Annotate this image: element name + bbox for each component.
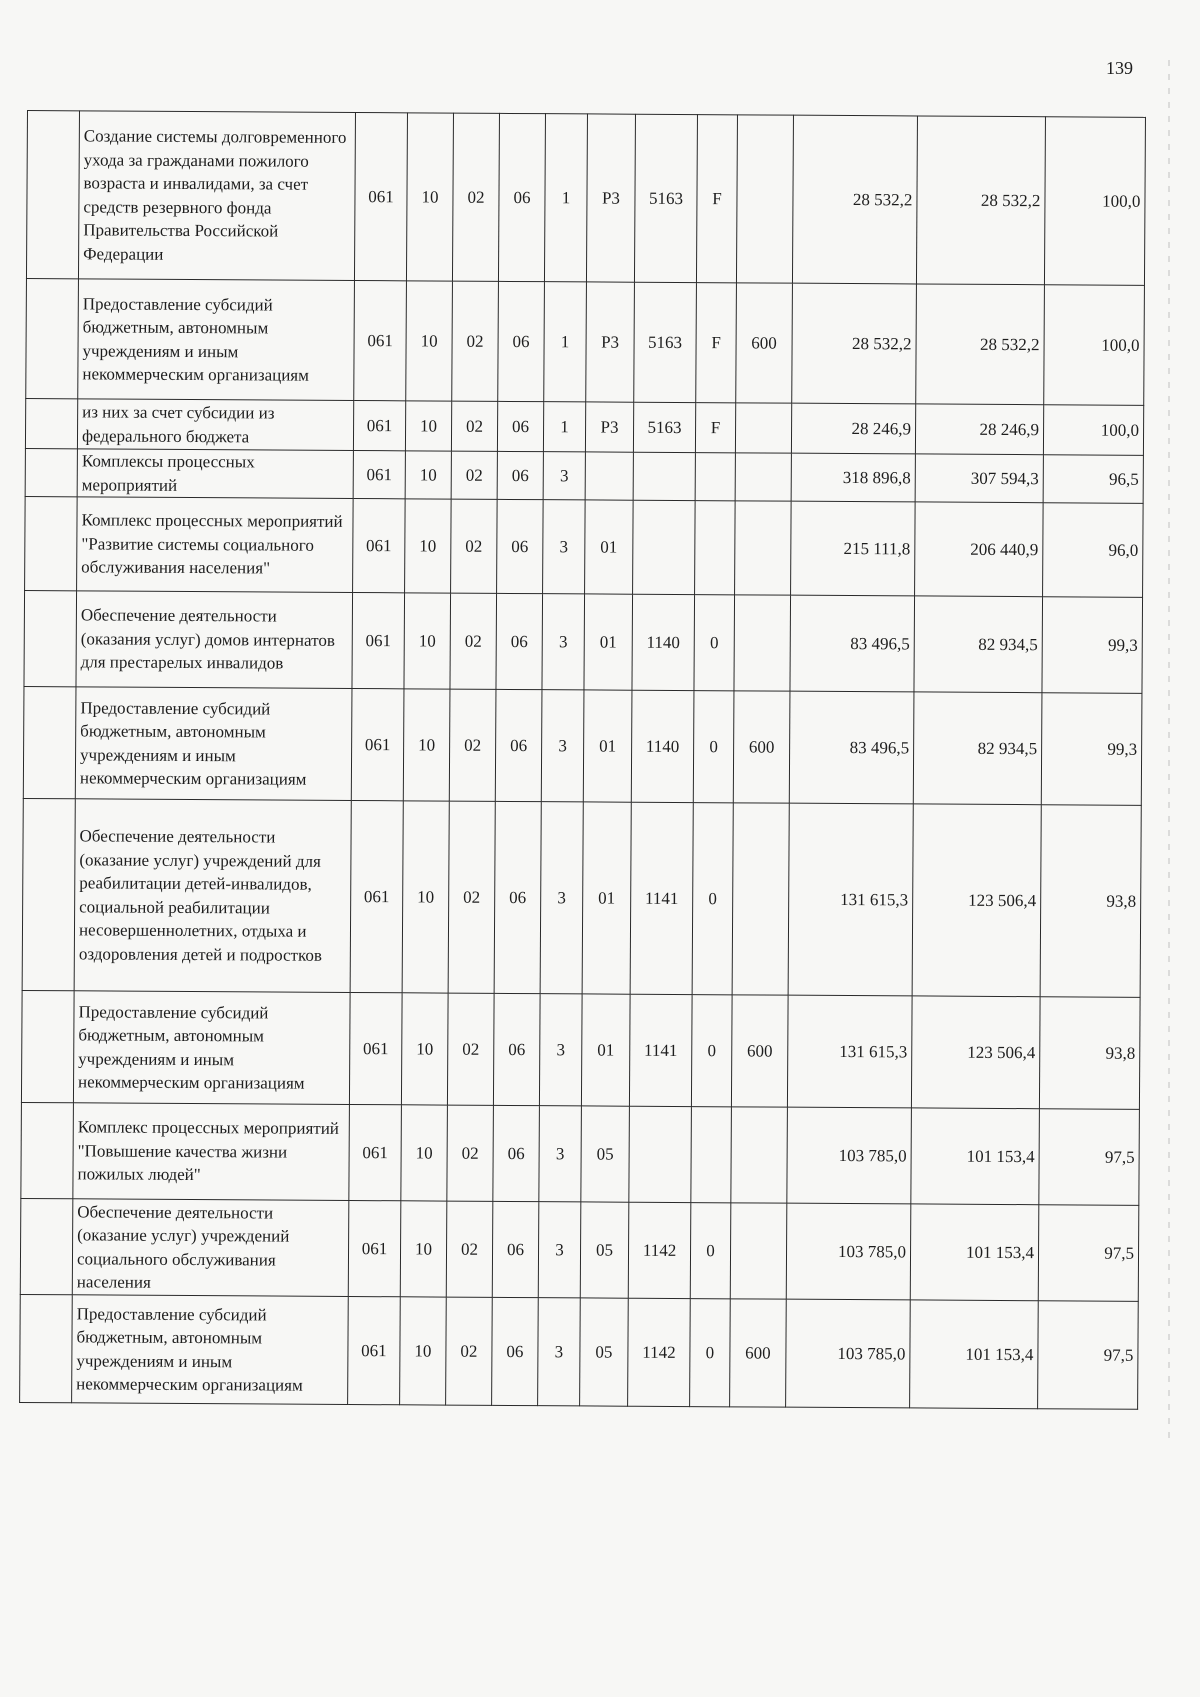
admin-code: 061: [352, 592, 405, 688]
target-code: 0: [692, 803, 733, 995]
plan-amount: 318 896,8: [791, 453, 915, 502]
executed-amount: 101 153,4: [910, 1300, 1039, 1409]
program-code: 06: [493, 1105, 540, 1201]
row-number-cell: [20, 1294, 73, 1402]
plan-amount: 131 615,3: [788, 803, 913, 996]
subprogram-code: 3: [541, 690, 584, 802]
table-row: [20, 1198, 1139, 1301]
plan-amount: 103 785,0: [786, 1299, 911, 1408]
executed-amount: 28 532,2: [916, 116, 1045, 285]
table-row: [25, 448, 1143, 503]
event-code: P3: [586, 114, 635, 282]
table-row: [20, 1294, 1139, 1409]
subsection-code: 02: [448, 801, 495, 993]
subprogram-code: 1: [543, 402, 585, 452]
plan-amount: 28 532,2: [792, 283, 917, 404]
event-code: P3: [585, 402, 633, 452]
admin-code: 061: [348, 1296, 401, 1404]
executed-amount: 206 440,9: [915, 502, 1044, 597]
executed-amount: 28 246,9: [915, 404, 1043, 455]
execution-percent: 99,3: [1041, 693, 1142, 806]
plan-amount: 83 496,5: [790, 595, 915, 692]
direction-code: 1140: [632, 594, 695, 690]
execution-percent: 96,5: [1043, 455, 1143, 504]
section-code: 10: [400, 1297, 447, 1405]
expense-type-code: [734, 595, 791, 691]
program-code: 06: [496, 593, 543, 689]
expense-type-code: 600: [730, 1299, 787, 1407]
plan-amount: 103 785,0: [786, 1203, 911, 1300]
subprogram-code: 3: [542, 594, 585, 690]
plan-amount: 28 246,9: [791, 403, 915, 454]
subprogram-code: 3: [539, 994, 582, 1106]
expense-type-code: [736, 115, 793, 283]
event-code: 01: [584, 594, 633, 690]
direction-code: 1141: [630, 802, 693, 994]
expense-type-code: [731, 1107, 788, 1203]
row-number-cell: [26, 111, 79, 279]
subprogram-code: 3: [538, 1298, 581, 1406]
table-row: [23, 686, 1142, 805]
target-code: 0: [691, 995, 732, 1107]
row-name: Предоставление субсидий бюджетным, автономным учреждениям и иным некоммерческим организациям: [78, 279, 355, 401]
event-code: 05: [580, 1202, 629, 1298]
expense-type-code: [735, 453, 791, 501]
event-code: 01: [581, 994, 630, 1106]
subprogram-code: 3: [543, 452, 585, 500]
admin-code: 061: [348, 1200, 401, 1296]
event-code: P3: [586, 282, 635, 402]
admin-code: 061: [353, 451, 405, 499]
row-name: Комплекс процессных мероприятий "Развитие системы социального обслуживания населения": [77, 497, 354, 593]
expense-type-code: 600: [736, 283, 793, 403]
plan-amount: 215 111,8: [791, 501, 916, 596]
executed-amount: 82 934,5: [913, 692, 1042, 805]
row-name: Предоставление субсидий бюджетным, автономным учреждениям и иным некоммерческим организациям: [73, 991, 350, 1105]
target-code: [691, 1107, 732, 1203]
execution-percent: 96,0: [1043, 503, 1144, 598]
row-number-cell: [23, 686, 76, 798]
program-code: 06: [497, 401, 543, 451]
admin-code: 061: [354, 281, 407, 401]
subprogram-code: 3: [540, 802, 583, 994]
executed-amount: 307 594,3: [915, 454, 1043, 503]
program-code: 06: [498, 113, 545, 281]
subprogram-code: 1: [544, 282, 587, 402]
event-code: 05: [581, 1106, 630, 1202]
table-row: [25, 496, 1144, 597]
expense-type-code: [732, 803, 789, 995]
plan-amount: 103 785,0: [787, 1107, 912, 1204]
program-code: 06: [497, 451, 543, 499]
executed-amount: 82 934,5: [914, 596, 1043, 693]
row-number-cell: [25, 398, 77, 448]
row-number-cell: [26, 278, 79, 398]
program-code: 06: [494, 801, 541, 993]
row-name: Предоставление субсидий бюджетным, автономным учреждениям и иным некоммерческим организациям: [72, 1295, 349, 1405]
subprogram-code: 3: [543, 500, 586, 594]
row-number-cell: [22, 798, 75, 990]
direction-code: 1142: [628, 1202, 691, 1298]
target-code: 0: [693, 691, 734, 803]
page-number: 139: [1106, 58, 1133, 78]
section-code: 10: [403, 689, 450, 801]
execution-percent: 100,0: [1043, 405, 1143, 456]
expense-type-code: [735, 403, 791, 453]
execution-percent: 93,8: [1040, 805, 1141, 998]
direction-code: [633, 452, 695, 500]
table-row: [21, 990, 1140, 1109]
row-number-cell: [20, 1198, 73, 1294]
table-row: [26, 111, 1145, 286]
target-code: F: [696, 115, 737, 283]
subsection-code: 02: [451, 401, 497, 451]
subsection-code: 02: [446, 1201, 493, 1297]
target-code: F: [696, 283, 737, 403]
direction-code: 5163: [633, 402, 695, 452]
admin-code: 061: [354, 113, 407, 281]
program-code: 06: [493, 993, 540, 1105]
plan-amount: 28 532,2: [792, 115, 917, 284]
table-row: [22, 798, 1141, 997]
target-code: 0: [690, 1299, 731, 1407]
expense-type-code: 600: [733, 691, 790, 803]
row-name: Комплексы процессных мероприятий: [77, 449, 353, 499]
target-code: 0: [694, 595, 735, 691]
execution-percent: 100,0: [1044, 117, 1145, 286]
section-code: 10: [401, 993, 448, 1105]
admin-code: 061: [351, 688, 404, 800]
section-code: 10: [405, 451, 451, 499]
expense-type-code: [735, 501, 792, 595]
row-name: Предоставление субсидий бюджетным, автономным учреждениям и иным некоммерческим организациям: [75, 687, 352, 801]
subsection-code: 02: [452, 113, 499, 281]
execution-percent: 97,5: [1038, 1301, 1139, 1410]
subsection-code: 02: [447, 993, 494, 1105]
program-code: 06: [497, 499, 544, 593]
executed-amount: 101 153,4: [911, 1108, 1040, 1205]
section-code: 10: [406, 113, 453, 281]
executed-amount: 123 506,4: [911, 996, 1040, 1109]
event-code: 05: [580, 1298, 629, 1406]
section-code: 10: [401, 1105, 448, 1201]
row-number-cell: [21, 990, 74, 1102]
target-code: 0: [690, 1203, 731, 1299]
table-row: [24, 590, 1143, 693]
row-name: Обеспечение деятельности (оказания услуг) домов интернатов для престарелых инвалидов: [76, 591, 353, 689]
table-row: [25, 398, 1143, 455]
program-code: 06: [492, 1201, 539, 1297]
target-code: F: [695, 403, 735, 453]
execution-percent: 93,8: [1039, 997, 1140, 1110]
subprogram-code: 1: [544, 114, 587, 282]
subsection-code: 02: [452, 281, 499, 401]
program-code: 06: [495, 689, 542, 801]
section-code: 10: [404, 593, 451, 689]
direction-code: [629, 1106, 692, 1202]
row-name: Обеспечение деятельности (оказание услуг) учреждений социального обслуживания населения: [72, 1199, 349, 1297]
event-code: 01: [585, 500, 634, 594]
section-code: 10: [405, 499, 452, 593]
section-code: 10: [400, 1201, 447, 1297]
section-code: 10: [402, 801, 449, 993]
direction-code: 1142: [628, 1298, 691, 1406]
executed-amount: 123 506,4: [912, 804, 1041, 997]
row-number-cell: [25, 448, 77, 496]
event-code: 01: [583, 690, 632, 802]
direction-code: 5163: [634, 114, 697, 282]
admin-code: 061: [349, 992, 402, 1104]
subsection-code: 02: [451, 499, 498, 593]
row-name: Создание системы долговременного ухода за гражданами пожилого возраста и инвалидами, за счет средств резервного фонда Правительства Российской Федерации: [78, 111, 355, 281]
program-code: 06: [498, 281, 545, 401]
target-code: [695, 453, 735, 501]
row-number-cell: [21, 1102, 74, 1198]
row-name: Обеспечение деятельности (оказание услуг) учреждений для реабилитации детей-инвалидов, социальной реабилитации несовершеннолетних, отдыха и оздоровления детей и подростков: [74, 799, 351, 993]
execution-percent: 97,5: [1038, 1205, 1139, 1302]
budget-table: [19, 110, 1146, 1410]
program-code: 06: [492, 1297, 539, 1405]
plan-amount: 83 496,5: [789, 691, 914, 804]
row-name: Комплекс процессных мероприятий "Повышение качества жизни пожилых людей": [73, 1103, 350, 1201]
direction-code: [633, 500, 696, 594]
admin-code: 061: [353, 401, 405, 451]
subsection-code: 02: [447, 1105, 494, 1201]
subsection-code: 02: [449, 689, 496, 801]
event-code: [585, 452, 633, 500]
section-code: 10: [406, 281, 453, 401]
row-number-cell: [25, 496, 78, 590]
scan-edge-artifact: [1168, 60, 1170, 1440]
row-number-cell: [24, 590, 77, 686]
executed-amount: 28 532,2: [916, 284, 1045, 405]
execution-percent: 97,5: [1039, 1109, 1140, 1206]
direction-code: 1140: [631, 690, 694, 802]
executed-amount: 101 153,4: [910, 1204, 1039, 1301]
expense-type-code: [730, 1203, 787, 1299]
expense-type-code: 600: [731, 995, 788, 1107]
execution-percent: 99,3: [1042, 597, 1143, 694]
execution-percent: 100,0: [1044, 285, 1145, 406]
target-code: [695, 501, 736, 595]
subsection-code: 02: [450, 593, 497, 689]
event-code: 01: [582, 802, 631, 994]
plan-amount: 131 615,3: [787, 995, 912, 1108]
admin-code: 061: [353, 498, 406, 592]
section-code: 10: [405, 401, 451, 451]
table-row: [21, 1102, 1140, 1205]
admin-code: 061: [350, 800, 403, 992]
admin-code: 061: [349, 1104, 402, 1200]
subprogram-code: 3: [538, 1202, 581, 1298]
subprogram-code: 3: [539, 1106, 582, 1202]
table-row: [26, 278, 1145, 405]
direction-code: 1141: [629, 994, 692, 1106]
subsection-code: 02: [446, 1297, 493, 1405]
subsection-code: 02: [451, 451, 497, 499]
row-name: из них за счет субсидии из федерального бюджета: [77, 399, 353, 451]
direction-code: 5163: [634, 282, 697, 402]
